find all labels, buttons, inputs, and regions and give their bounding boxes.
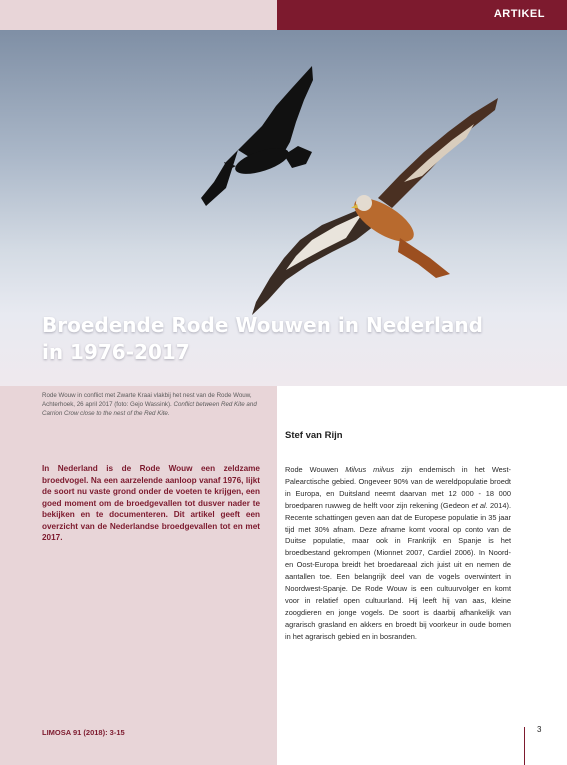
section-label: ARTIKEL — [493, 8, 545, 20]
caption-dutch: Rode Wouw in conflict met Zwarte Kraai vlakbij het nest van de Rode Wouw, Achterhoek, 26 april 2017 (foto: Gejo Wassink). — [42, 392, 252, 408]
section-tab — [277, 0, 567, 30]
et-al: et al. — [471, 500, 488, 510]
page-title — [42, 312, 483, 366]
caption-english: Conflict between Red Kite and Carrion Crow close to the nest of the Red Kite. — [42, 401, 257, 417]
crow-icon — [201, 66, 313, 206]
page-rule — [524, 727, 525, 765]
lead-paragraph: In Nederland is de Rode Wouw een zeldzame broedvogel. Na een aarzelende aanloop vanaf 1976, lijkt de soort nu vaste grond onder de voeten te krijgen, een goed moment om de broedgevallen tot dusver nader te bekijken en te documenteren. Dit artikel geeft een overzicht van de Nederlandse broedgevallen tot en met 2017. — [42, 464, 260, 542]
hero-photo — [0, 30, 567, 386]
species-name: Milvus milvus — [345, 465, 395, 474]
body-paragraph — [285, 464, 511, 643]
title-line-2: in 1976-2017 — [42, 340, 190, 364]
body-text-part: Rode Wouwen — [285, 465, 346, 474]
page-number: 3 — [537, 725, 542, 734]
title-line-1: Broedende Rode Wouwen in Nederland — [42, 313, 483, 337]
journal-citation: LIMOSA 91 (2018): 3-15 — [42, 728, 125, 737]
author-name: Stef van Rijn — [285, 430, 343, 441]
photo-caption — [42, 391, 272, 418]
top-left-band — [0, 0, 277, 30]
body-text-part: 2014). Recente schattingen geven aan dat de Europese populatie in 35 jaar tijd met 30% afnam. Deze afname komt vooral op conto van de Duitse populatie, maar ook in Frankrijk en Spanje is het broedbestand gekrompen (Mionnet 2007, Cardiel 2006). In Noord- en Oost-Europa breidt het broedareaal zich juist uit en nemen de aantallen toe. Een belangrijk deel van de vogels overwintert in Noordwest-Spanje. De Rode Wouw is een cultuurvolger en komt voor in relatief open cultuurland. Hij leeft hij van aas, kleine zoogdieren en jonge vogels. De soort is daarbij afhankelijk van agrarisch grasland en akkers en broedt bij voorkeur in oude bomen in het agrarisch gebied en in bosranden. — [285, 500, 512, 641]
body-text-part: zijn endemisch in het West-Palearctische gebied. Ongeveer 90% van de wereldpopulatie broedt in Europa, en Duitsland neemt daarvan met 12 000 - 18 000 broedparen ruwweg de helft voor zijn rekening (Gedeon — [285, 465, 511, 510]
left-panel — [0, 386, 277, 765]
